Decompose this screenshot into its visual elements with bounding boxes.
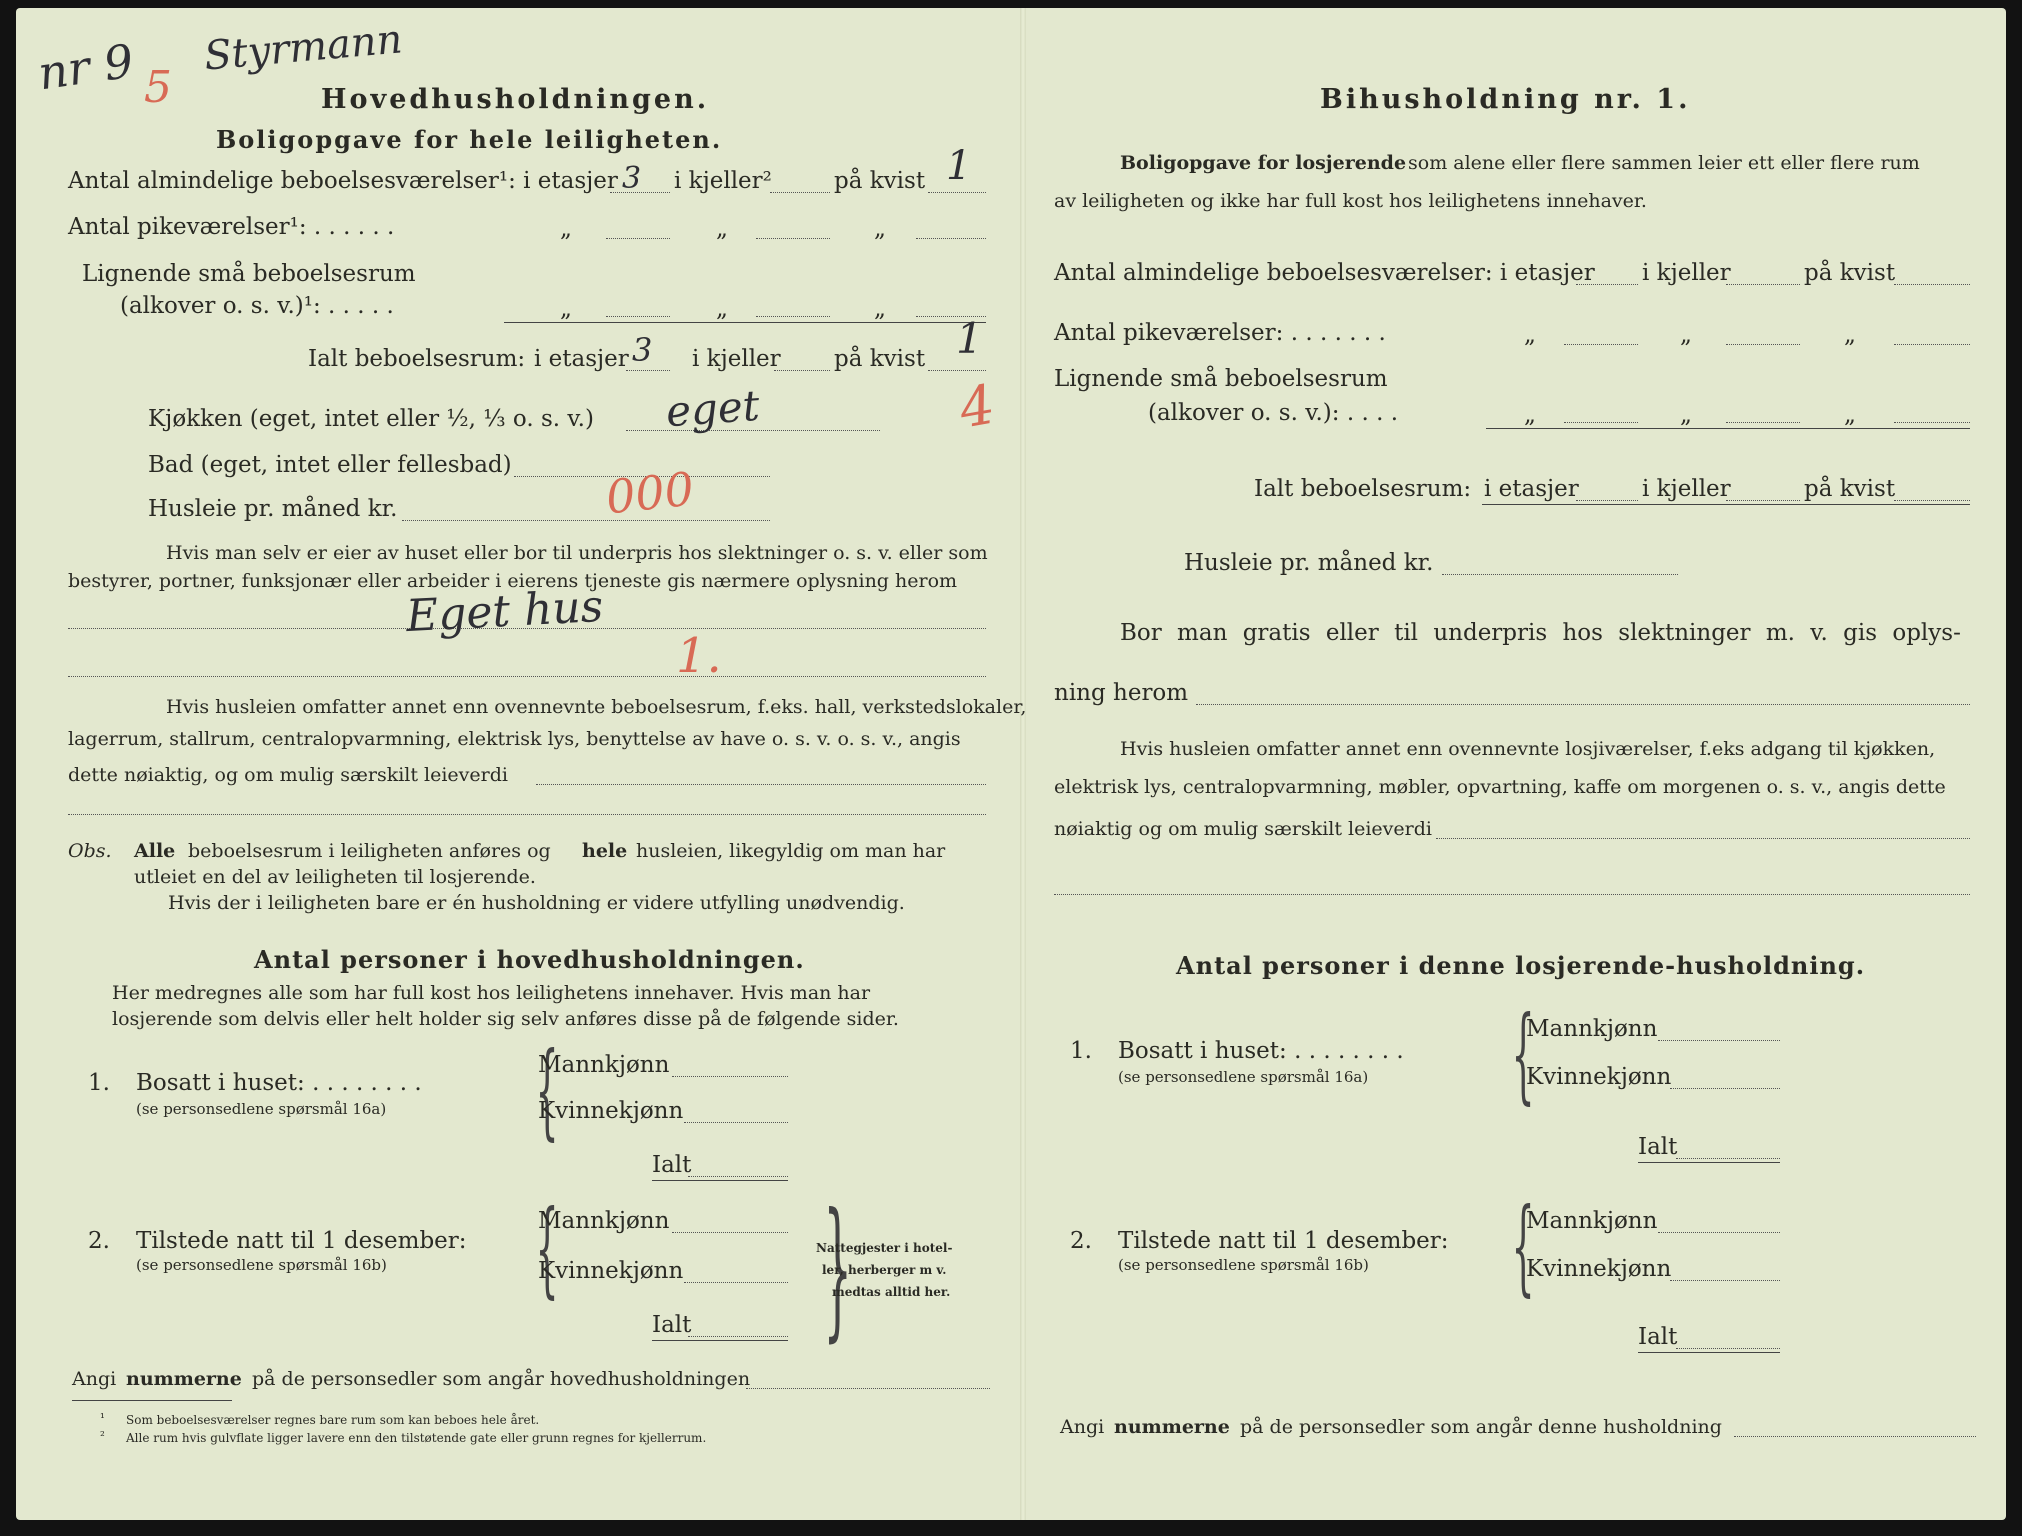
numbers-label-pre: Angi — [72, 1368, 117, 1390]
lodger-q2-total-rule — [1638, 1352, 1780, 1353]
q2-brace: { — [535, 1187, 559, 1309]
lodger-ordinary-etasjer-field[interactable] — [1576, 284, 1638, 285]
lodger-q2-male-field[interactable] — [1658, 1232, 1780, 1233]
kitchen-label: Kjøkken (eget, intet eller ½, ⅓ o. s. v.) — [148, 406, 594, 432]
persons-note-2: losjerende som delvis eller helt holder sig selv anføres disse på de følgende sider. — [112, 1008, 899, 1030]
lodger-ordinary-kvist-field[interactable] — [1894, 284, 1970, 285]
persons-title: Antal personer i hovedhusholdningen. — [254, 945, 805, 974]
lodger-rent-label: Husleie pr. måned kr. — [1184, 550, 1434, 576]
lodger-ordinary-label: Antal almindelige beboelsesværelser: i etasjer — [1054, 260, 1595, 286]
owner-note-line-2: bestyrer, portner, funksjonær eller arbeider i eierens tjeneste gis nærmere oplysning herom — [68, 570, 958, 592]
lodger-small-kvist-field[interactable] — [1894, 422, 1970, 423]
lodger-small-etasjer-field[interactable] — [1564, 422, 1638, 423]
handwritten-red-mark: 5 — [144, 62, 172, 113]
sum-rule — [504, 322, 986, 323]
footnote-1: Som beboelsesværelser regnes bare rum som kan beboes hele året. — [126, 1413, 540, 1427]
q1-male-label: Mannkjønn — [538, 1052, 670, 1078]
lodger-numbers-pre: Angi — [1060, 1416, 1105, 1438]
obs-label: Obs. — [68, 840, 112, 862]
q2-male-field[interactable] — [672, 1232, 788, 1233]
main-household-subtitle: Boligopgave for hele leiligheten. — [216, 125, 723, 154]
lodger-total-etasjer-label: i etasjer — [1484, 476, 1579, 502]
ditto-mark: „ — [874, 216, 886, 242]
q1-total-rule — [652, 1180, 788, 1181]
ordinary-kvist-value: 1 — [946, 143, 972, 189]
q1-number: 1. — [88, 1070, 110, 1096]
q1-total-field[interactable] — [688, 1176, 788, 1177]
small-etasjer-field[interactable] — [606, 316, 670, 317]
q1-sublabel: (se personsedlene spørsmål 16a) — [136, 1100, 387, 1118]
q1-male-field[interactable] — [672, 1076, 788, 1077]
persons-note-1: Her medregnes alle som har full kost hos leilighetens innehaver. Hvis man har — [112, 982, 871, 1004]
total-rooms-label: Ialt beboelsesrum: — [308, 346, 526, 372]
maid-kvist-field[interactable] — [916, 238, 986, 239]
lodger-q1-male-field[interactable] — [1658, 1040, 1780, 1041]
night-note-1: Nattegjester i hotel- — [816, 1241, 953, 1255]
lodger-total-label: Ialt beboelsesrum: — [1254, 476, 1472, 502]
rent-value: 000 — [603, 461, 697, 525]
lodger-q1-total-rule — [1638, 1162, 1780, 1163]
handwritten-record-number: nr 9 — [34, 33, 137, 101]
lodger-extra-line-3: nøiaktig og om mulig særskilt leieverdi — [1054, 818, 1432, 840]
lodger-q2-label: Tilstede natt til 1 desember: — [1118, 1228, 1449, 1254]
lodger-extra-field-1[interactable] — [1436, 838, 1970, 839]
rent-field[interactable] — [402, 520, 770, 521]
ditto-mark: „ — [1680, 402, 1692, 428]
q1-label: Bosatt i huset: . . . . . . . . — [136, 1070, 422, 1096]
total-etasjer-label: i etasjer — [534, 346, 629, 372]
lodger-rent-field[interactable] — [1442, 574, 1678, 575]
q2-female-label: Kvinnekjønn — [538, 1258, 684, 1284]
numbers-label-post: på de personsedler som angår hovedhusholdningen — [252, 1368, 751, 1390]
page-fold — [1020, 8, 1026, 1520]
census-form-sheet — [16, 8, 2006, 1520]
q1-total-label: Ialt — [652, 1152, 692, 1178]
ditto-mark: „ — [1844, 402, 1856, 428]
lodger-q1-number: 1. — [1070, 1038, 1092, 1064]
lodger-q2-male-label: Mannkjønn — [1526, 1208, 1658, 1234]
ordinary-kjeller-label: i kjeller² — [674, 168, 772, 194]
lodger-free-line-2: ning herom — [1054, 680, 1189, 706]
q2-female-field[interactable] — [684, 1282, 788, 1283]
obs-text-2: husleien, likegyldig om man har — [636, 840, 946, 862]
lodger-intro-1: som alene eller flere sammen leier ett eller flere rum — [1408, 152, 1920, 174]
numbers-label-bold: nummerne — [126, 1368, 242, 1390]
obs-whole: hele — [582, 840, 628, 862]
lodger-free-line-1: Bor man gratis eller til underpris hos slektninger m. v. gis oplys- — [1120, 620, 1961, 646]
lodger-maid-kvist-field[interactable] — [1894, 344, 1970, 345]
ditto-mark: „ — [716, 216, 728, 242]
maid-kjeller-field[interactable] — [756, 238, 830, 239]
obs-text-1: beboelsesrum i leiligheten anføres og — [188, 840, 551, 862]
lodger-q1-sublabel: (se personsedlene spørsmål 16a) — [1118, 1068, 1369, 1086]
q1-female-label: Kvinnekjønn — [538, 1098, 684, 1124]
q2-label: Tilstede natt til 1 desember: — [136, 1228, 467, 1254]
owner-info-value: Eget hus — [404, 580, 605, 643]
q2-male-label: Mannkjønn — [538, 1208, 670, 1234]
total-kjeller-field[interactable] — [774, 370, 830, 371]
lodger-q2-brace: { — [1511, 1185, 1535, 1307]
ditto-mark: „ — [716, 296, 728, 322]
lodger-ordinary-kvist-label: på kvist — [1804, 260, 1896, 286]
footnote-1-mark: ¹ — [100, 1411, 105, 1425]
total-kjeller-label: i kjeller — [692, 346, 781, 372]
ordinary-kvist-field[interactable] — [928, 192, 986, 193]
extra-value-field-2[interactable] — [68, 814, 986, 815]
owner-note-line-1: Hvis man selv er eier av huset eller bor til underpris hos slektninger o. s. v. eller som — [166, 542, 988, 564]
q2-total-rule — [652, 1340, 788, 1341]
small-rooms-sublabel: (alkover o. s. v.)¹: . . . . . — [120, 293, 394, 319]
lodger-extra-field-2[interactable] — [1054, 894, 1970, 895]
lodger-q2-female-label: Kvinnekjønn — [1526, 1256, 1672, 1282]
extra-note-line-1: Hvis husleien omfatter annet enn ovennevnte beboelsesrum, f.eks. hall, verkstedslokaler, — [166, 696, 1027, 718]
ditto-mark: „ — [874, 296, 886, 322]
ditto-mark: „ — [1680, 322, 1692, 348]
small-kjeller-field[interactable] — [756, 316, 830, 317]
owner-info-field-2[interactable] — [68, 676, 986, 677]
handwritten-red-total: 4 — [954, 372, 1000, 441]
extra-note-line-3: dette nøiaktig, og om mulig særskilt leieverdi — [68, 764, 508, 786]
q2-total-field[interactable] — [688, 1336, 788, 1337]
maid-rooms-label: Antal pikeværelser¹: . . . . . . — [68, 214, 395, 240]
lodger-total-kvist-label: på kvist — [1804, 476, 1896, 502]
lodger-q1-label: Bosatt i huset: . . . . . . . . — [1118, 1038, 1404, 1064]
lodger-maid-kjeller-field[interactable] — [1726, 344, 1800, 345]
lodger-q2-female-field[interactable] — [1670, 1280, 1780, 1281]
lodger-persons-title: Antal personer i denne losjerende-husholdning. — [1176, 951, 1866, 980]
lodger-intro-2: av leiligheten og ikke har full kost hos leilighetens innehaver. — [1054, 190, 1647, 212]
lodger-sum-rule — [1486, 428, 1970, 429]
ditto-mark: „ — [1524, 322, 1536, 348]
lodger-q1-total-label: Ialt — [1638, 1134, 1678, 1160]
ordinary-kjeller-field[interactable] — [770, 192, 830, 193]
lodger-small-sublabel: (alkover o. s. v.): . . . . — [1148, 400, 1399, 426]
numbers-field[interactable] — [746, 1388, 990, 1389]
total-kvist-label: på kvist — [834, 346, 926, 372]
extra-note-line-2: lagerrum, stallrum, centralopvarmning, elektrisk lys, benyttelse av have o. s. v. o. s. v., angis — [68, 728, 961, 750]
lodger-numbers-field[interactable] — [1734, 1436, 1976, 1437]
q2-sublabel: (se personsedlene spørsmål 16b) — [136, 1256, 387, 1274]
total-etasjer-field[interactable] — [626, 370, 670, 371]
lodger-q1-total-field[interactable] — [1676, 1158, 1780, 1159]
q1-brace: { — [535, 1029, 559, 1151]
q2-total-label: Ialt — [652, 1312, 692, 1338]
ditto-mark: „ — [560, 296, 572, 322]
footnote-rule — [72, 1400, 232, 1401]
lodger-extra-line-2: elektrisk lys, centralopvarmning, møbler, opvartning, kaffe om morgenen o. s. v., angis dette — [1054, 776, 1946, 798]
lodger-small-kjeller-field[interactable] — [1726, 422, 1800, 423]
lodger-q1-female-label: Kvinnekjønn — [1526, 1064, 1672, 1090]
lodger-total-kvist-field[interactable] — [1894, 500, 1970, 501]
lodger-small-label: Lignende små beboelsesrum — [1054, 366, 1388, 392]
lodger-free-field[interactable] — [1196, 704, 1970, 705]
ditto-mark: „ — [1844, 322, 1856, 348]
lodger-q2-sublabel: (se personsedlene spørsmål 16b) — [1118, 1256, 1369, 1274]
small-rooms-label: Lignende små beboelsesrum — [82, 261, 416, 287]
lodger-numbers-bold: nummerne — [1114, 1416, 1230, 1438]
obs-text-4: Hvis der i leiligheten bare er én husholdning er videre utfylling unødvendig. — [168, 892, 905, 914]
lodger-total-kjeller-field[interactable] — [1726, 500, 1800, 501]
lodger-total-rule — [1482, 504, 1970, 505]
main-household-title: Hovedhusholdningen. — [321, 84, 710, 115]
extra-value-field-1[interactable] — [536, 784, 986, 785]
obs-text-3: utleiet en del av leiligheten til losjerende. — [134, 866, 536, 888]
lodger-total-kjeller-label: i kjeller — [1642, 476, 1731, 502]
total-kvist-field[interactable] — [928, 370, 986, 371]
lodger-maid-label: Antal pikeværelser: . . . . . . . — [1054, 320, 1386, 346]
night-note-2: ler, herberger m v. — [822, 1263, 947, 1277]
footnote-2-mark: ² — [100, 1429, 105, 1443]
total-etasjer-value: 3 — [632, 331, 653, 369]
ordinary-etasjer-value: 3 — [622, 161, 642, 196]
lodger-ordinary-kjeller-label: i kjeller — [1642, 260, 1731, 286]
lodger-q2-number: 2. — [1070, 1228, 1092, 1254]
lodger-q2-total-field[interactable] — [1676, 1348, 1780, 1349]
lodger-numbers-post: på de personsedler som angår denne husholdning — [1240, 1416, 1722, 1438]
ditto-mark: „ — [560, 216, 572, 242]
lodger-maid-etasjer-field[interactable] — [1564, 344, 1638, 345]
maid-etasjer-field[interactable] — [606, 238, 670, 239]
lodger-extra-line-1: Hvis husleien omfatter annet enn ovennevnte losjiværelser, f.eks adgang til kjøkken, — [1120, 738, 1936, 760]
obs-all: Alle — [134, 840, 176, 862]
lodger-total-etasjer-field[interactable] — [1576, 500, 1638, 501]
ditto-mark: „ — [1524, 402, 1536, 428]
bath-label: Bad (eget, intet eller fellesbad) — [148, 452, 512, 478]
night-note-3: medtas alltid her. — [832, 1285, 951, 1299]
subhousehold-title: Bihusholdning nr. 1. — [1320, 84, 1691, 115]
q1-female-field[interactable] — [684, 1122, 788, 1123]
lodger-q1-brace: { — [1511, 993, 1535, 1115]
rent-label: Husleie pr. måned kr. — [148, 496, 398, 522]
night-note-brace: } — [823, 1182, 853, 1356]
lodger-ordinary-kjeller-field[interactable] — [1726, 284, 1800, 285]
handwritten-occupation: Styrmann — [202, 16, 405, 80]
owner-info-red-mark: 1. — [676, 628, 722, 684]
lodger-intro-bold: Boligopgave for losjerende — [1120, 152, 1407, 174]
ordinary-rooms-label: Antal almindelige beboelsesværelser¹: i etasjer — [68, 168, 618, 194]
lodger-q2-total-label: Ialt — [1638, 1324, 1678, 1350]
kitchen-value: eget — [664, 380, 762, 437]
total-kvist-value: 1 — [956, 314, 983, 363]
footnote-2: Alle rum hvis gulvflate ligger lavere enn den tilstøtende gate eller grunn regnes for kjellerrum. — [126, 1431, 707, 1445]
lodger-q1-female-field[interactable] — [1670, 1088, 1780, 1089]
q2-number: 2. — [88, 1228, 110, 1254]
ordinary-kvist-label: på kvist — [834, 168, 926, 194]
lodger-q1-male-label: Mannkjønn — [1526, 1016, 1658, 1042]
